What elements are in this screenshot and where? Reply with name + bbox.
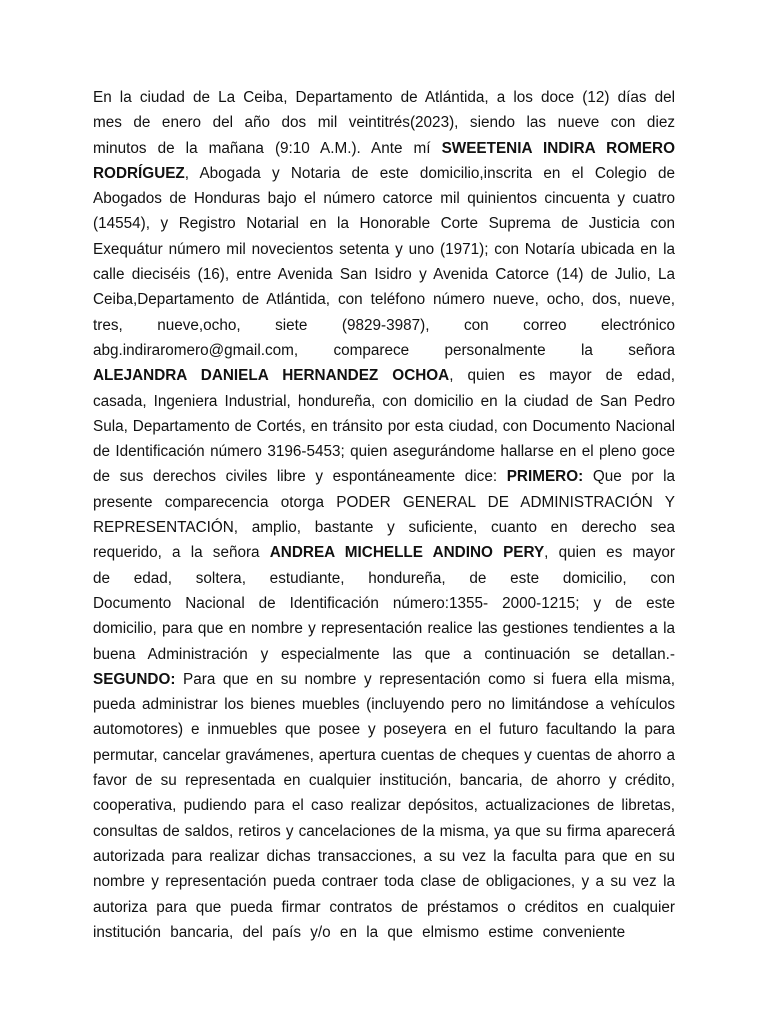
text-line (93, 211, 675, 236)
text-segment: de edad, soltera, estudiante, hondureña, de este domicilio, con (93, 569, 675, 587)
text-line (93, 389, 675, 414)
text-segment: minutos de la mañana (9:10 A.M.). Ante mí (93, 139, 442, 157)
text-line (93, 464, 675, 489)
text-segment: Documento Nacional de Identificación número:1355- 2000-1215; y de este (93, 594, 675, 612)
text-line (93, 237, 675, 262)
text-segment: Ceiba,Departamento de Atlántida, con teléfono número nueve, ocho, dos, nueve, (93, 291, 675, 309)
text-segment: Exequátur número mil novecientos setenta y uno (1971); con Notaría ubicada en la (93, 240, 675, 258)
text-segment: , quien es mayor de edad, (449, 367, 675, 385)
text-segment: institución bancaria, del país y/o en la que elmismo estime conveniente (93, 923, 626, 941)
bold-text-segment: RODRÍGUEZ (93, 164, 185, 182)
text-line (93, 515, 675, 540)
text-line (93, 363, 675, 388)
text-line (93, 136, 675, 161)
text-line (93, 262, 675, 287)
text-segment: pueda administrar los bienes muebles (incluyendo pero no limitándose a vehículos (93, 696, 675, 714)
text-segment: requerido, a la señora (93, 544, 270, 562)
text-line (93, 338, 675, 363)
bold-text-segment: ALEJANDRA DANIELA HERNANDEZ OCHOA (93, 367, 450, 385)
text-segment: REPRESENTACIÓN, amplio, bastante y suficiente, cuanto en derecho sea (93, 519, 675, 537)
text-line (93, 439, 675, 464)
text-line (93, 287, 675, 312)
text-line (93, 844, 675, 869)
text-segment: nombre y representación pueda contraer toda clase de obligaciones, y a su vez la (93, 873, 675, 891)
bold-text-segment: SEGUNDO: (93, 670, 176, 688)
text-line (93, 414, 675, 439)
text-segment: automotores) e inmuebles que posee y poseyera en el futuro facultando la para (93, 721, 675, 739)
bold-text-segment: SWEETENIA INDIRA ROMERO (441, 139, 675, 157)
text-segment: de Identificación número 3196-5453; quien asegurándome hallarse en el pleno goce (93, 443, 675, 461)
text-segment: presente comparecencia otorga PODER GENERAL DE ADMINISTRACIÓN Y (93, 493, 675, 511)
text-line (93, 667, 675, 692)
text-line (93, 490, 675, 515)
text-line (93, 85, 675, 110)
text-segment: Que por la (583, 468, 675, 486)
text-segment: autoriza para que pueda firmar contratos de préstamos o créditos en cualquier (93, 898, 675, 916)
text-segment: Abogados de Honduras bajo el número catorce mil quinientos cincuenta y cuatro (93, 190, 675, 208)
text-segment: (14554), y Registro Notarial en la Honorable Corte Suprema de Justicia con (93, 215, 675, 233)
text-segment: autorizada para realizar dichas transacciones, a su vez la faculta para que en su (93, 847, 675, 865)
text-line (93, 768, 675, 793)
text-segment: Para que en su nombre y representación como si fuera ella misma, (175, 670, 675, 688)
text-line (93, 540, 675, 565)
document-body (93, 85, 675, 945)
text-line (93, 895, 675, 920)
text-line (93, 616, 675, 641)
text-line (93, 717, 675, 742)
text-line (93, 313, 675, 338)
text-segment: Sula, Departamento de Cortés, en tránsito por esta ciudad, con Documento Nacional (93, 417, 675, 435)
text-segment: tres, nueve,ocho, siete (9829-3987), con correo electrónico (93, 316, 675, 334)
text-segment: buena Administración y especialmente las que a continuación se detallan.- (93, 645, 675, 663)
text-segment: permutar, cancelar gravámenes, apertura cuentas de cheques y cuentas de ahorro a (93, 746, 675, 764)
text-segment: cooperativa, pudiendo para el caso realizar depósitos, actualizaciones de libretas, (93, 797, 675, 815)
text-line (93, 819, 675, 844)
text-segment: calle dieciséis (16), entre Avenida San Isidro y Avenida Catorce (14) de Julio, La (93, 266, 675, 284)
text-segment: , Abogada y Notaria de este domicilio,inscrita en el Colegio de (184, 164, 675, 182)
text-line (93, 161, 675, 186)
text-segment: consultas de saldos, retiros y cancelaciones de la misma, ya que su firma aparecerá (93, 822, 675, 840)
text-line (93, 869, 675, 894)
bold-text-segment: ANDREA MICHELLE ANDINO PERY (269, 544, 545, 562)
text-segment: , quien es mayor (544, 544, 676, 562)
text-line (93, 642, 675, 667)
text-segment: favor de su representada en cualquier institución, bancaria, de ahorro y crédito, (93, 772, 675, 790)
text-line (93, 692, 675, 717)
text-line (93, 566, 675, 591)
text-line (93, 920, 675, 945)
text-line (93, 110, 675, 135)
text-segment: mes de enero del año dos mil veintitrés(2023), siendo las nueve con diez (93, 114, 675, 132)
text-segment: abg.indiraromero@gmail.com, comparece personalmente la señora (93, 341, 675, 359)
text-line (93, 186, 675, 211)
text-line (93, 591, 675, 616)
text-segment: domicilio, para que en nombre y representación realice las gestiones tendientes a la (93, 620, 675, 638)
text-line (93, 743, 675, 768)
bold-text-segment: PRIMERO: (506, 468, 584, 486)
text-segment: casada, Ingeniera Industrial, hondureña, con domicilio en la ciudad de San Pedro (93, 392, 675, 410)
text-line (93, 793, 675, 818)
text-segment: En la ciudad de La Ceiba, Departamento de Atlántida, a los doce (12) días del (93, 89, 675, 106)
text-segment: de sus derechos civiles libre y espontáneamente dice: (93, 468, 507, 486)
